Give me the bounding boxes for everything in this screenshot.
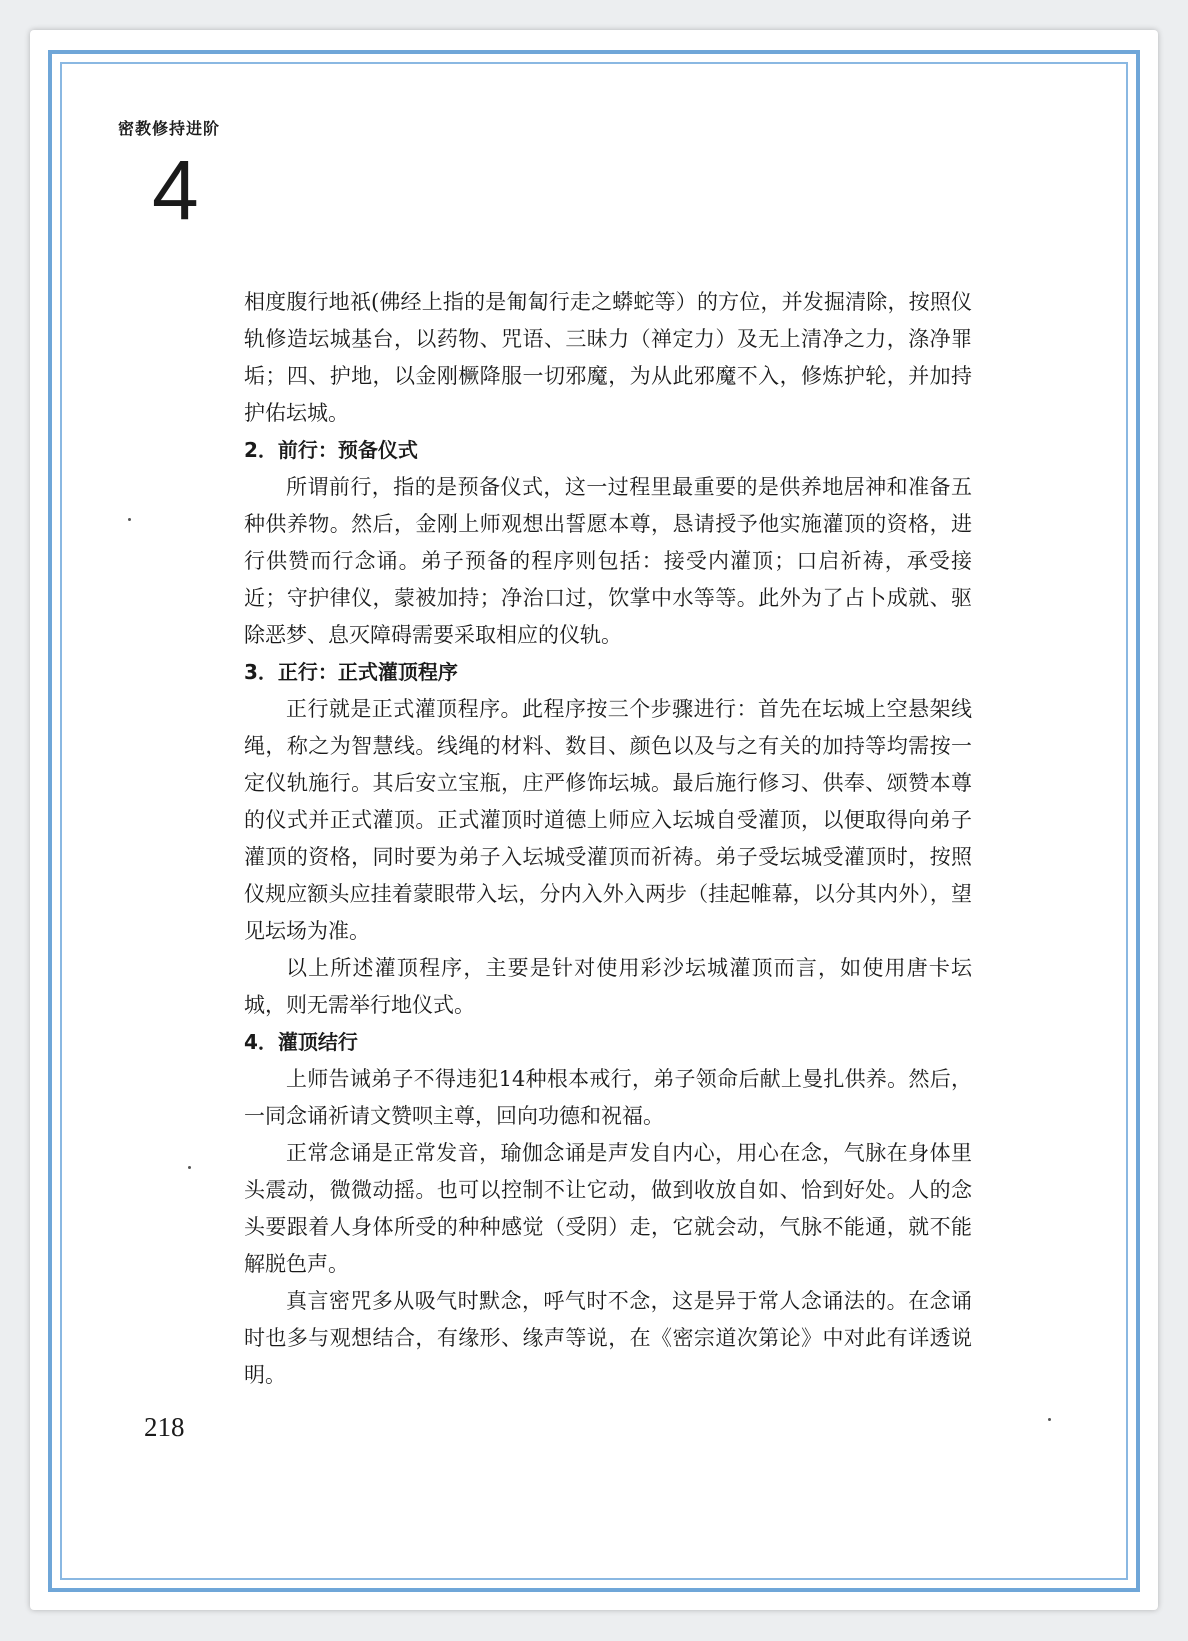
paragraph: 正行就是正式灌顶程序。此程序按三个步骤进行：首先在坛城上空悬架线绳，称之为智慧线。线绳的材料、数目、颜色以及与之有关的加持等均需按一定仪轨施行。其后安立宝瓶，庄严修饰坛城。最后施行修习、供奉、颂赞本尊的仪式并正式灌顶。正式灌顶时道德上师应入坛城自受灌顶，以便取得向弟子灌顶的资格，同时要为弟子入坛城受灌顶而祈祷。弟子受坛城受灌顶时，按照仪规应额头应挂着蒙眼带入坛，分内入外入两步（挂起帷幕，以分其内外），望见坛场为准。: [244, 697, 972, 943]
paragraph: 所谓前行，指的是预备仪式，这一过程里最重要的是供养地居神和准备五种供养物。然后，金刚上师观想出誓愿本尊，恳请授予他实施灌顶的资格，进行供赞而行念诵。弟子预备的程序则包括：接受内灌顶；口启祈祷，承受接近；守护律仪，蒙被加持；净治口过，饮掌中水等等。此外为了占卜成就、驱除恶梦、息灭障碍需要采取相应的仪轨。: [244, 475, 972, 647]
scan-speck: [1048, 1418, 1051, 1421]
paragraph: 真言密咒多从吸气时默念，呼气时不念，这是异于常人念诵法的。在念诵时也多与观想结合，有缘形、缘声等说，在《密宗道次第论》中对此有详透说明。: [244, 1289, 972, 1387]
paragraph: 上师告诫弟子不得违犯14种根本戒行，弟子领命后献上曼扎供养。然后，一同念诵祈请文赞呗主尊，回向功德和祝福。: [244, 1067, 972, 1128]
paragraph: 以上所述灌顶程序，主要是针对使用彩沙坛城灌顶而言，如使用唐卡坛城，则无需举行地仪式。: [244, 956, 972, 1017]
chapter-number: 4: [152, 143, 199, 237]
scan-speck: [188, 1166, 191, 1169]
section-heading: 2．前行：预备仪式: [244, 438, 418, 462]
section-heading: 4．灌顶结行: [244, 1030, 358, 1054]
section-heading: 3．正行：正式灌顶程序: [244, 660, 458, 684]
paragraph: 正常念诵是正常发音，瑜伽念诵是声发自内心，用心在念，气脉在身体里头震动，微微动摇。也可以控制不让它动，做到收放自如、恰到好处。人的念头要跟着人身体所受的种种感觉（受阴）走，它就会动，气脉不能通，就不能解脱色声。: [244, 1141, 972, 1276]
page-number: 218: [144, 1412, 185, 1442]
running-head: 密教修持进阶: [118, 119, 221, 138]
body-text: [244, 284, 972, 1394]
paragraph: 相度腹行地祇(佛经上指的是匍匐行走之蟒蛇等）的方位，并发掘清除，按照仪轨修造坛城基台，以药物、咒语、三昧力（禅定力）及无上清净之力，涤净罪垢；四、护地，以金刚橛降服一切邪魔，为从此邪魔不入，修炼护轮，并加持护佑坛城。: [244, 290, 972, 425]
scan-speck: [128, 518, 131, 521]
